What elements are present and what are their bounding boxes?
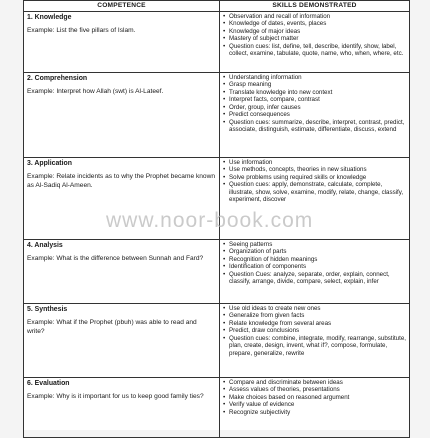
skills-cell [220,240,410,304]
competence-example: Example: What if the Prophet (pbuh) was able to read and write? [27,319,197,335]
competence-example: Example: Interpret how Allah (swt) is Al-Lateef. [27,88,164,96]
competence-level: 5. Synthesis [27,306,68,313]
skills-cell [220,378,410,438]
competence-cell [24,240,220,304]
skill-item: • Grasp meaning [223,81,407,88]
skill-item: • Knowledge of dates, events, places [223,20,407,27]
skills-cell [220,304,410,378]
skill-item: • Relate knowledge from several areas [223,320,407,327]
skill-item: • Make choices based on reasoned argument [223,394,407,401]
table-row [24,73,410,158]
competence-cell [24,12,220,73]
table-row [24,12,410,73]
skill-item: • Solve problems using required skills or knowledge [223,174,407,181]
competence-example: Example: Relate incidents as to why the Prophet became known as Al-Sadiq Al-Ameen. [27,173,216,189]
table-row [24,240,410,304]
competence-level: 1. Knowledge [27,14,72,21]
skills-cell [220,73,410,158]
skill-item: • Predict, draw conclusions [223,327,407,334]
competence-cell [24,304,220,378]
skill-item: • Observation and recall of information [223,13,407,20]
table-row [24,304,410,378]
skill-item: • Verify value of evidence [223,401,407,408]
competence-cell [24,73,220,158]
skills-list [220,240,409,287]
skill-item: • Predict consequences [223,111,407,118]
competence-level: 4. Analysis [27,242,63,249]
skill-item: • Identification of components [223,263,407,270]
skills-list [220,12,409,59]
competence-example: Example: Why is it important for us to keep good family ties? [27,393,204,401]
table-row [24,378,410,438]
skills-list [220,158,409,205]
competence-cell [24,378,220,438]
skill-item: • Use methods, concepts, theories in new situations [223,166,407,173]
header-competence: COMPETENCE [24,1,220,12]
watermark-text: www.noor-book.com [106,209,314,232]
skill-item: • Question cues: list, define, tell, describe, identify, show, label, collect, examine, tabulate, quote, name, who, when, where, etc. [223,43,407,58]
skill-item: • Seeing patterns [223,241,407,248]
skill-item: • Compare and discriminate between ideas [223,379,407,386]
skill-item: • Question cues: summarize, describe, interpret, contrast, predict, associate, distinguish, estimate, differentiate, discuss, extend [223,119,407,134]
skill-item: • Question cues: apply, demonstrate, calculate, complete, illustrate, show, solve, examine, modify, relate, change, classify, experiment, discover [223,181,407,203]
skill-item: • Question cues: combine, integrate, modify, rearrange, substitute, plan, create, design, invent, what if?, compose, formulate, prepare, generalize, rewrite [223,335,407,357]
skill-item: • Understanding information [223,74,407,81]
competence-level: 3. Application [27,160,72,167]
skill-item: • Recognize subjectivity [223,409,407,416]
skills-list [220,304,409,358]
skill-item: • Knowledge of major ideas [223,28,407,35]
skill-item: • Translate knowledge into new context [223,89,407,96]
skills-cell [220,12,410,73]
skill-item: • Use old ideas to create new ones [223,305,407,312]
skills-list [220,378,409,417]
skill-item: • Recognition of hidden meanings [223,256,407,263]
skill-item: • Generalize from given facts [223,312,407,319]
competence-level: 6. Evaluation [27,380,70,387]
table-header-row [24,1,410,12]
skill-item: • Organization of parts [223,248,407,255]
skill-item: • Mastery of subject matter [223,35,407,42]
skill-item: • Use information [223,159,407,166]
skill-item: • Question Cues: analyze, separate, order, explain, connect, classify, arrange, divide, compare, select, explain, infer [223,271,407,286]
skills-list [220,73,409,135]
competence-level: 2. Comprehension [27,75,88,82]
skill-item: • Assess values of theories, presentations [223,386,407,393]
competence-example: Example: What is the difference between Sunnah and Fard? [27,255,204,263]
skill-item: • Order, group, infer causes [223,104,407,111]
competence-example: Example: List the five pillars of Islam. [27,27,136,35]
skill-item: • Interpret facts, compare, contrast [223,96,407,103]
header-skills-demonstrated: SKILLS DEMONSTRATED [220,1,410,12]
